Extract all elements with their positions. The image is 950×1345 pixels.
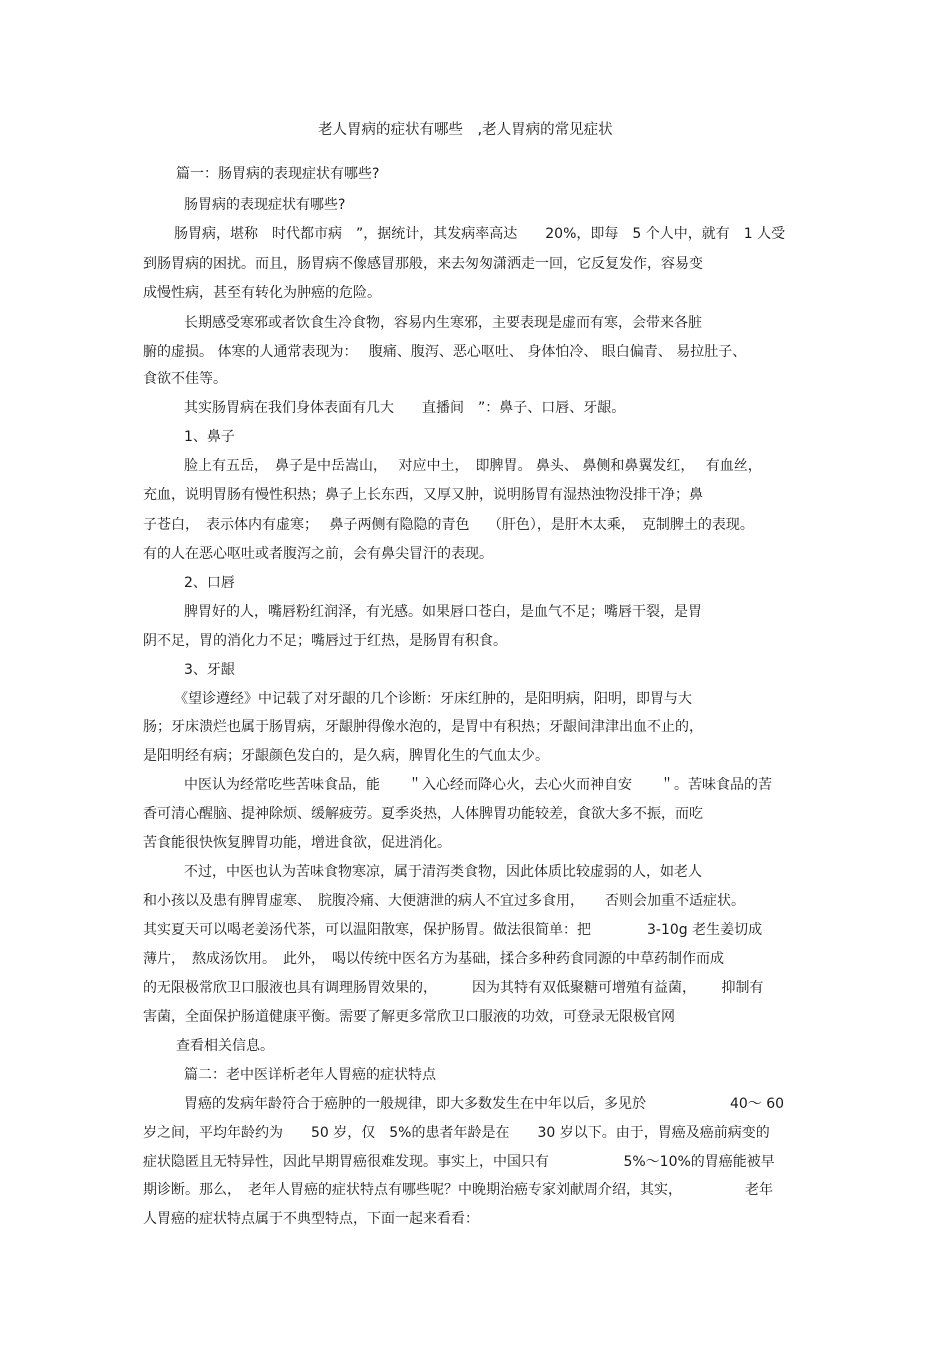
- paragraph-line: 腑的虚损。 体寒的人通常表现为： 腹痛、腹泻、恶心呕吐、 身体怕冷、 眼白偏青、 易拉肚子、: [143, 344, 747, 360]
- paragraph-line: 症状隐匿且无特异性，因此早期胃癌很难发现。事实上，中国只有 5%～10%的胃癌能被早: [143, 1154, 775, 1170]
- paragraph-line: 苦食能很快恢复脾胃功能，增进食欲，促进消化。: [143, 835, 451, 851]
- paragraph-line: 胃癌的发病年龄符合于癌肿的一般规律，即大多数发生在中年以后，多见於 40～ 60: [184, 1096, 785, 1112]
- subheading-lips: 2、口唇: [184, 575, 235, 591]
- paragraph-line: 和小孩以及患有脾胃虚寒、 脘腹冷痛、大便溏泄的病人不宜过多食用， 否则会加重不适症状。: [143, 893, 745, 909]
- paragraph-line: 薄片， 熬成汤饮用。 此外， 喝以传统中医名方为基础，揉合多种药食同源的中草药制作而成: [143, 951, 724, 967]
- paragraph-line: 充血，说明胃肠有慢性积热；鼻子上长东西，又厚又肿，说明肠胃有湿热浊物没排干净；鼻: [143, 487, 703, 503]
- paragraph-line: 肠；牙床溃烂也属于肠胃病，牙龈肿得像水泡的，是胃中有积热；牙龈间津津出血不止的，: [143, 719, 703, 735]
- subheading-gums: 3、牙龈: [184, 662, 235, 678]
- paragraph-line: 《望诊遵经》中记载了对牙龈的几个诊断：牙床红肿的，是阳明病，阳明，即胃与大: [174, 691, 692, 707]
- paragraph-line: 成慢性病，甚至有转化为肿癌的危险。: [143, 285, 381, 301]
- subheading-nose: 1、鼻子: [184, 429, 235, 445]
- paragraph-line: 是阳明经有病；牙龈颜色发白的，是久病，脾胃化生的气血太少。: [143, 748, 549, 764]
- paragraph-line: 害菌，全面保护肠道健康平衡。需要了解更多常欣卫口服液的功效，可登录无限极官网: [143, 1009, 675, 1025]
- paragraph-line: 脸上有五岳， 鼻子是中岳嵩山， 对应中土， 即脾胃。 鼻头、 鼻侧和鼻翼发红， 有血丝，: [184, 458, 762, 474]
- paragraph-line: 食欲不佳等。: [143, 371, 227, 387]
- paragraph-line: 不过，中医也认为苦味食物寒凉，属于清泻类食物，因此体质比较虚弱的人，如老人: [184, 864, 702, 880]
- paragraph-line: 其实肠胃病在我们身体表面有几大 直播间 ”：鼻子、口唇、牙龈。: [184, 400, 626, 416]
- paragraph-line: 子苍白， 表示体内有虚寒； 鼻子两侧有隐隐的青色 （肝色），是肝木太乘， 克制脾土的表现。: [143, 517, 754, 533]
- paragraph-line: 阴不足，胃的消化力不足；嘴唇过于红热，是肠胃有积食。: [143, 633, 507, 649]
- paragraph-line: 其实夏天可以喝老姜汤代茶，可以温阳散寒，保护肠胃。做法很简单：把 3-10g 老生姜切成: [143, 922, 763, 938]
- section-heading-2: 篇二：老中医详析老年人胃癌的症状特点: [184, 1067, 436, 1083]
- paragraph-line: 脾胃好的人，嘴唇粉红润泽，有光感。如果唇口苍白，是血气不足；嘴唇干裂，是胃: [184, 604, 702, 620]
- paragraph-line: 中医认为经常吃些苦味食品，能 ＂入心经而降心火，去心火而神自安 ＂。苦味食品的苦: [184, 777, 772, 793]
- paragraph-line: 到肠胃病的困扰。而且，肠胃病不像感冒那般，来去匆匆潇洒走一回，它反复发作，容易变: [143, 256, 703, 272]
- paragraph-line: 肠胃病的表现症状有哪些?: [184, 197, 346, 213]
- paragraph-line: 长期感受寒邪或者饮食生冷食物，容易内生寒邪，主要表现是虚而有寒，会带来各脏: [184, 315, 702, 331]
- paragraph-line: 的无限极常欣卫口服液也具有调理肠胃效果的， 因为其特有双低聚糖可增殖有益菌， 抑制有: [143, 980, 764, 996]
- paragraph-line: 期诊断。那么， 老年人胃癌的症状特点有哪些呢？中晚期治癌专家刘献周介绍，其实， 老年: [143, 1182, 773, 1198]
- paragraph-line: 肠胃病，堪称 时代都市病 ”，据统计，其发病率高达 20%，即每 5 个人中，就有 1 人受: [174, 226, 786, 242]
- page-title: 老人胃病的症状有哪些 ,老人胃病的常见症状: [318, 122, 613, 138]
- paragraph-line: 香可清心醒脑、提神除烦、缓解疲劳。夏季炎热，人体脾胃功能较差，食欲大多不振，而吃: [143, 806, 703, 822]
- section-heading-1: 篇一：肠胃病的表现症状有哪些?: [176, 166, 380, 182]
- paragraph-line: 人胃癌的症状特点属于不典型特点，下面一起来看看：: [143, 1211, 479, 1227]
- paragraph-line: 查看相关信息。: [176, 1038, 274, 1054]
- paragraph-line: 岁之间，平均年龄约为 50 岁，仅 5%的患者年龄是在 30 岁以下。由于，胃癌及癌前病变的: [143, 1125, 770, 1141]
- paragraph-line: 有的人在恶心呕吐或者腹泻之前，会有鼻尖冒汗的表现。: [143, 546, 493, 562]
